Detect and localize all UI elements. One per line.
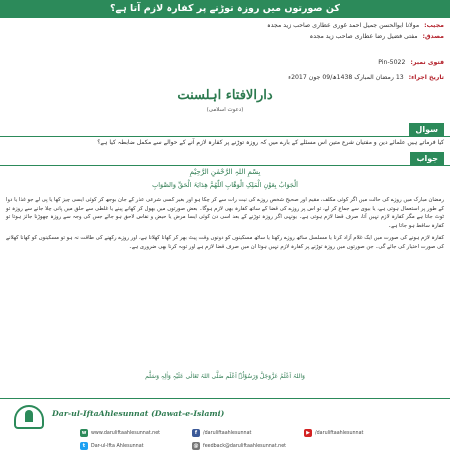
mosque-emblem-icon [14,405,44,429]
musaddiq-row [6,31,444,42]
answer-heading: جواب [410,152,444,165]
footer-link-email[interactable] [192,442,298,450]
footer-link-twitter[interactable] [80,442,186,450]
answer-dua: اَلْجَوَابُ بِعَوْنِ الْمَلِکِ الْوَھَّابِ اَللّٰھُمَّ ھِدَایَۃَ الْحَقِّ وَالصَّوَابِ [152,181,298,189]
musaddiq-value: مفتی فضیل رضا عطاری صاحب زید مجدہ [309,33,418,40]
footer-link-facebook[interactable] [192,429,298,437]
footer-link-text: /daruliftaahlesunnat [203,430,252,436]
footer-links [80,429,410,450]
fatwa-number-value: Pin-5022 [378,59,406,66]
fatwa-number-row [6,57,444,68]
footer-link-website[interactable] [80,429,186,437]
issue-date-label: تاریخ اجراء: [408,74,444,81]
question-section-header [0,123,450,137]
footer-link-text: feedback@daruliftaahlesunnat.net [203,443,287,449]
mujeeb-value: مولانا ابوالحسن جمیل احمد غوری عطاری صاحب زید مجدہ [267,22,420,29]
question-text: کیا فرماتے ہیں علمائے دین و مفتیان شرع متین اس مسئلے کے بارے میں کہ روزہ توڑنے پر کفارہ لازم آنے کے حوالے سے مکمل ضابطہ کیا ہے؟ [97,139,444,146]
footer-link-text: Dar-ul-Ifta Ahlesunnat [91,443,144,449]
globe-icon: w [81,430,87,436]
footer-link-text: www.daruliftaahlesunnat.net [91,430,161,436]
footer-link-text: /daruliftaahlesunnat [315,430,364,436]
twitter-icon: t [80,442,88,450]
youtube-icon: ▶ [304,429,312,437]
logo-subtitle: (دعوت اسلامی) [206,107,244,113]
mujeeb-label: مجیب: [424,22,444,29]
musaddiq-label: مصدق: [422,33,444,40]
page-title: کن صورتوں میں روزہ توڑنے پر کفارہ لازم آتا ہے؟ [0,0,450,18]
fatwa-number-label: فتوی نمبر: [410,59,444,66]
issue-date-value: 13 رمضان المبارک 1438ھ/09 جون 2017ء [288,74,404,81]
facebook-icon: f [192,429,200,437]
answer-body [6,196,444,254]
answer-paragraph: کفارہ لازم ہونے کی صورت میں ایک غلام آزاد کرنا یا مسلسل ساٹھ روزے رکھنا یا ساٹھ مسکینوں کو دونوں وقت پیٹ بھر کر کھانا کھلانا ہے، اور روزے رکھنے کی طاقت نہ ہو تو مسکینوں کو کھانا کھلانے کی صورت اختیار کی جائے گی۔ جن صورتوں میں روزہ توڑنے پر کفارہ لازم نہیں ہوتا ان میں صرف قضا لازم ہے اور توبہ کرنا بھی ضروری ہے۔ [6,234,444,250]
question-heading: سوال [409,123,444,136]
answer-section-header [0,152,450,166]
answer-paragraph: رمضان مبارک میں روزے کی حالت میں اگر کوئی مکلف، مقیم اور صحیح شخص روزے کی نیت رات سے کر چکا ہو اور بغیر کسی شرعی عذر کے جان بوجھ کر کوئی ایسی چیز کھا یا پی لے جو غذا یا دوا کے طور پر استعمال ہوتی ہے، یا بیوی سے جماع کر لے، تو اس پر روزے کی قضا کے ساتھ کفارہ بھی لازم ہوگا۔ بعض صورتوں میں بھول کر کھانے پینے یا غلطی سے حلق میں پانی چلا جانے سے روزہ تو ٹوٹ جاتا ہے مگر کفارہ لازم نہیں آتا، صرف قضا لازم ہوتی ہے۔ یونہی اگر روزہ توڑنے کے بعد اسی دن کوئی ایسا مرض یا حیض و نفاس لاحق ہو جائے جس کی وجہ سے روزہ چھوڑنا جائز ہوتا تو کفارہ ساقط ہو جاتا ہے۔ [6,197,444,230]
mail-icon: @ [193,443,199,449]
mujeeb-row [6,20,444,31]
footer-link-youtube[interactable] [304,429,410,437]
issue-date-row [6,72,444,83]
footer-brand: Dar-ul-IftaAhlesunnat (Dawat-e-Islami) [52,409,225,418]
footer [0,398,450,459]
bismillah: بِسْمِ اللہِ الرَّحْمٰنِ الرَّحِیْمِ [189,168,261,176]
dar-ul-ifta-logo: دارالافتاء اہلسنت [177,88,273,103]
closing-dua: وَاللہُ اَعْلَمُ عَزَّوَجَلَّ وَرَسُوْلُہٗ اَعْلَم صَلَّی اللہُ تَعَالٰی عَلَیْہِ وَاٰلِہٖ وَسَلَّم [145,373,305,380]
